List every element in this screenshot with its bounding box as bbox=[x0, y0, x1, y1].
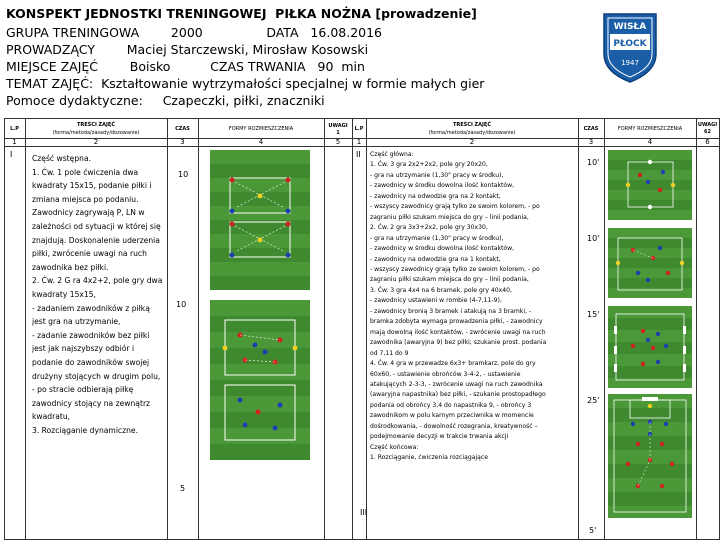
left-text-line: - po stracie odbierają piłkę bbox=[32, 385, 134, 395]
logo-middle-text: PŁOCK bbox=[613, 39, 647, 49]
right-text-line: zagraniu piłki szukam miejsca do gry – linii podania, bbox=[370, 276, 529, 284]
right-text-line: atakujących 2-3-3, - zwrócenie uwagi na ruch zawodnika bbox=[370, 380, 543, 388]
page-title: KONSPEKT JEDNOSTKI TRENINGOWEJ PIŁKA NOŻNA [prowadzenie] bbox=[6, 6, 477, 21]
right-text-line: - zawodnicy ustawieni w rombie (4-7,11-9), bbox=[370, 297, 502, 305]
right-text-line: podejmowanie decyzji w trakcie trwania akcji bbox=[370, 433, 509, 441]
left-text-line: zawodnika bez piłki. bbox=[32, 262, 109, 272]
right-text-line: zagraniu piłki szukam miejsca do gry – linii podania, bbox=[370, 213, 529, 221]
left-text-line: 3. Rozciąganie dynamiczne. bbox=[32, 425, 138, 435]
logo-top-text: WISŁA bbox=[613, 22, 647, 32]
right-text-line: zawodnika (awaryjna 9) bez piłki; szukanie prost. podania bbox=[370, 339, 547, 347]
header-czas-right: CZAS bbox=[583, 126, 599, 132]
right-text-line: mają dowolną ilość kontaktów, - zwrócenie uwagi na ruch bbox=[370, 328, 546, 336]
part-roman-left: I bbox=[10, 150, 13, 159]
instructors-line: PROWADZĄCY Maciej Starczewski, Mirosław Kosowski bbox=[6, 42, 369, 57]
left-text-line: drużyny stojących w drugim polu, bbox=[32, 371, 161, 381]
right-text-line: - zawodnicy bronią 3 bramek i atakują na 3 bramki, - bbox=[370, 307, 532, 315]
right-text-line: dośrodkowania, - dowolność rozegrania, kreatywność – bbox=[370, 422, 538, 430]
right-text-line: 1. Rozciąganie, ćwiczenia rozciągające bbox=[370, 454, 488, 462]
right-text-line: - wszyscy zawodnicy grają tylko ze swoim kolorem, - po bbox=[370, 203, 540, 211]
left-time-3: 5 bbox=[180, 484, 186, 493]
topic-line: TEMAT ZAJĘĆ: Kształtowanie wytrzymałości specjalnej w formie małych gier bbox=[6, 76, 485, 91]
place-duration-line: MIEJSCE ZAJĘĆ Boisko CZAS TRWANIA 90 min bbox=[6, 59, 365, 74]
left-text-line: kwadraty 15x15, podanie piłki i bbox=[32, 181, 152, 191]
left-time-1: 10 bbox=[178, 170, 189, 179]
right-text-line: 3. Ćw. 3 gra 4x4 na 6 bramek, pole gry 40x40, bbox=[370, 286, 512, 294]
colnum-right-4: 4 bbox=[647, 138, 653, 146]
right-content-text bbox=[370, 150, 580, 464]
left-text-line: jest jak najszybszy odbiór i bbox=[32, 344, 135, 354]
right-text-line: 60x60, - ustawienie obrońców 3-4-2, - ustawienie bbox=[370, 370, 521, 378]
right-time-1: 10' bbox=[587, 158, 600, 167]
header-uwagi-right-num: 62 bbox=[704, 129, 711, 135]
left-text-line: zawodnicy stojący na zewnątrz bbox=[32, 398, 151, 408]
header-tresc-sub: (forma/metoda/zasady/dozowanie) bbox=[52, 130, 140, 136]
right-text-line: - zawodnicy na odwodzie gra na 2 kontakt, bbox=[370, 192, 501, 200]
left-text-line: kwadraty 15x15, bbox=[32, 289, 96, 299]
right-text-line: Część końcowa: bbox=[370, 443, 419, 451]
right-text-line: 1. Ćw. 3 gra 2x2+2x2, pole gry 20x20, bbox=[370, 161, 488, 169]
drill-diagram-5 bbox=[608, 306, 692, 388]
header-tresc: TREŚCI ZAJĘĆ bbox=[77, 122, 115, 128]
drill-diagram-4 bbox=[608, 228, 692, 298]
left-text-line: jest gra na utrzymanie, bbox=[32, 317, 121, 327]
right-text-line: - wszyscy zawodnicy grają tylko ze swoim kolorem, - po bbox=[370, 265, 540, 273]
part-roman-right: II bbox=[356, 150, 361, 159]
right-text-line: - zawodnicy w środku dowolna ilość kontaktów, bbox=[370, 182, 515, 190]
drill-diagram-2 bbox=[210, 300, 310, 460]
left-text-line: kwadratu, bbox=[32, 412, 71, 422]
header-lp: L.P bbox=[10, 126, 19, 132]
right-time-5: 5' bbox=[589, 526, 597, 535]
header-czas: CZAS bbox=[175, 126, 190, 132]
header-org: FORMY ROZMIESZCZENIA bbox=[228, 126, 294, 132]
colnum-right-3: 3 bbox=[588, 138, 594, 146]
left-text-line: zależności od sytuacji w której się bbox=[32, 221, 161, 231]
right-text-line: - zawodnicy na odwodzie gra na 1 kontakt, bbox=[370, 255, 501, 263]
right-text-line: - gra na utrzymanie (1,30" pracy w środku), bbox=[370, 171, 504, 179]
drill-diagram-3 bbox=[608, 150, 692, 220]
header-tresc-right: TREŚCI ZAJĘĆ bbox=[453, 122, 491, 128]
colnum-left-2: 2 bbox=[93, 138, 99, 146]
left-text-line: 1. Ćw. 1 pole ćwiczenia dwa bbox=[32, 167, 139, 177]
left-text-line: Część wstępna. bbox=[32, 154, 92, 163]
right-text-line: 4. Ćw. 4 gra w przewadze 6x3+ bramkarz, pole do gry bbox=[370, 360, 536, 368]
left-text-line: znajdują. Doskonalenie uderzenia bbox=[32, 235, 160, 245]
right-text-line: (awaryjna napastnika) bez piłki, - szukanie prostopadłego bbox=[370, 391, 546, 399]
right-text-line: - zawodnicy w środku dowolna ilość kontaktów, bbox=[370, 245, 515, 253]
colnum-left-5: 5 bbox=[335, 138, 341, 146]
colnum-right-5: 6 bbox=[705, 138, 710, 146]
colnum-right-2: 2 bbox=[469, 138, 475, 146]
right-text-line: bramka zdobyta wymaga prowadzenia piłki, - zawodnicy bbox=[370, 318, 543, 326]
header-tresc-sub-right: (forma/metoda/zasady/dozowanie) bbox=[428, 130, 516, 136]
logo-year-text: 1947 bbox=[621, 59, 639, 67]
header-org-right: FORMY ROZMIESZCZENIA bbox=[617, 126, 683, 132]
header-uwagi-right: UWAGI bbox=[697, 122, 718, 128]
equipment-line: Pomoce dydaktyczne: Czapeczki, piłki, znaczniki bbox=[6, 93, 325, 108]
club-logo bbox=[600, 10, 660, 84]
left-text-line: podanie do zawodników swojej bbox=[32, 357, 150, 367]
right-text-line: - gra na utrzymanie (1,30" pracy w środku), bbox=[370, 234, 504, 242]
right-text-line: Część główna: bbox=[370, 151, 414, 158]
left-content-text bbox=[32, 152, 166, 437]
header-uwagi: UWAGI bbox=[328, 123, 348, 129]
right-text-line: podania od obrońcy 3,4 do napastnika 9, - obrońcy 3 bbox=[370, 401, 532, 409]
left-time-2: 10 bbox=[176, 300, 187, 309]
left-text-line: - zadanie zawodników bez piłki bbox=[32, 330, 150, 340]
header-uwagi-num: 1 bbox=[336, 130, 340, 136]
right-time-4: 25' bbox=[587, 396, 600, 405]
colnum-left-4: 4 bbox=[258, 138, 264, 146]
colnum-right-1: 1 bbox=[356, 138, 362, 146]
left-text-line: - zadaniem zawodników z piłką bbox=[32, 303, 150, 313]
group-date-line: GRUPA TRENINGOWA 2000 DATA 16.08.2016 bbox=[6, 25, 383, 40]
part-roman-bottom: III bbox=[360, 508, 368, 517]
right-text-line: zawodnikom w polu karnym przeciwnika w momencie bbox=[370, 412, 534, 420]
drill-diagram-6 bbox=[608, 394, 692, 518]
colnum-left-3: 3 bbox=[180, 138, 185, 146]
right-time-3: 15' bbox=[587, 310, 600, 319]
colnum-left-1: 1 bbox=[12, 138, 17, 146]
left-text-line: Zawodnicy zagrywają P, LN w bbox=[32, 208, 145, 218]
right-text-line: od 7,11 do 9 bbox=[370, 349, 409, 357]
left-text-line: piłki, zwrócenie uwagi na ruch bbox=[32, 249, 147, 259]
header-lp-right: L.P bbox=[354, 126, 364, 132]
drill-diagram-1 bbox=[210, 150, 310, 290]
left-text-line: 2. Ćw. 2 G ra 4x2+2, pole gry dwa bbox=[32, 276, 163, 286]
right-time-2: 10' bbox=[587, 234, 600, 243]
left-text-line: zmiana miejsca po podaniu. bbox=[32, 194, 139, 204]
right-text-line: 2. Ćw. 2 gra 3x3+2x2, pole gry 30x30, bbox=[370, 224, 488, 232]
